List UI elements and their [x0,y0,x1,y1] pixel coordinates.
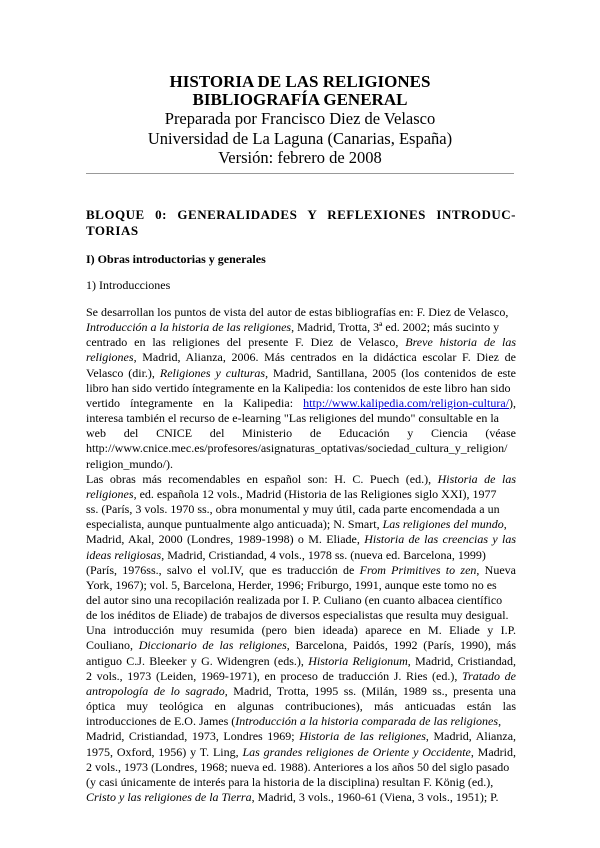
paragraph-line: 1975, Oxford, 1956) y T. Ling, Las grandes religiones de Oriente y Occidente, Madrid, [86,744,517,759]
paragraph-line: especialista, aunque puntualmente algo anticuada); N. Smart, Las religiones del mundo, [86,517,507,532]
paragraph-line: religiones, ed. española 12 vols., Madrid (Historia de las Religiones siglo XXI), 1977 [86,486,497,501]
institution-line: Universidad de La Laguna (Canarias, España) [147,128,453,148]
paragraph-line: óptica muy teológica en algunas contribuciones), más anticuadas están las [86,699,516,714]
paragraph-line: vertido íntegramente en la Kalipedia: http://www.kalipedia.com/religion-cultura/), [86,395,517,410]
author-line: Preparada por Francisco Diez de Velasco [164,109,436,128]
header-divider [86,173,514,174]
paragraph-line: del autor sino una recopilación realizada por I. P. Culiano (en cuanto albacea científico [86,592,503,607]
paragraph-line: Introducción a la historia de las religiones, Madrid, Trotta, 3ª ed. 2002; más sucinto y [86,320,500,335]
paragraph-line: Madrid, Akal, 2000 (Londres, 1989-1998) o M. Eliade, Historia de las creencias y las [86,532,517,547]
document-title: HISTORIA DE LAS RELIGIONES [169,72,431,91]
paragraph-line: ss. (París, 3 vols. 1970 ss., obra monumental y muy útil, cada parte encomendada a un [86,502,500,517]
paragraph-line: antropología de lo sagrado, Madrid, Trotta, 1995 ss. (Milán, 1989 ss., presenta una [86,683,516,698]
paragraph-line: Una introducción muy resumida (pero bien ideada) aparece en M. Eliade y I.P. [86,623,516,638]
paragraph-line: antiguo C.J. Bleeker y G. Widengren (eds.), Historia Religionum, Madrid, Cristiandad, [86,653,516,668]
body-text [86,305,516,805]
document-subtitle: BIBLIOGRAFÍA GENERAL [192,90,408,109]
paragraph-line: web del CNICE del Ministerio de Educación y Ciencia (véase [86,426,516,441]
paragraph-line: Se desarrollan los puntos de vista del autor de estas bibliografías en: F. Diez de Velasco, [86,305,509,319]
paragraph-line: Couliano, Diccionario de las religiones, Barcelona, Paidós, 1992 (París, 1990), más [86,638,517,653]
paragraph-line: interesa también el recurso de e-learning "Las religiones del mundo" consultable en la [86,411,499,426]
paragraph-line: Cristo y las religiones de la Tierra, Madrid, 3 vols., 1960-61 (Viena, 3 vols., 1951); P. [86,790,499,804]
paragraph-line: religion_mundo/). [86,456,173,471]
paragraph-line: 2 vols., 1973 (Leiden, 1969-1971), en proceso de traducción J. Ries (ed.), Tratado de [86,668,517,683]
paragraph-line: religiones, Madrid, Alianza, 2006. Más centrados en la didáctica escolar F. Diez de [86,350,516,365]
paragraph-line: ideas religiosas, Madrid, Cristiandad, 4 vols., 1978 ss. (nueva ed. Barcelona, 1999) [86,547,486,562]
paragraph-line: introducciones de E.O. James (Introducción a la historia comparada de las religiones, [86,714,502,729]
paragraph-line: Velasco (dir.), Religiones y culturas, Madrid, Santillana, 2005 (los contenidos de este [86,365,517,380]
paragraph-line: York, 1967); vol. 5, Barcelona, Herder, 1996; Friburgo, 1991, aunque este tomo no es [86,577,497,592]
paragraph-line: libro han sido vertido íntegramente en la Kalipedia: los contenidos de este libro han sido [86,380,511,395]
paragraph-line: Madrid, Cristiandad, 1973, Londres 1969; Historia de las religiones, Madrid, Alianza, [86,729,517,744]
paragraph-line: http://www.cnice.mec.es/profesores/asignaturas_optativas/sociedad_cultura_y_religion/ [86,441,508,456]
paragraph-line: Las obras más recomendables en español son: H. C. Puech (ed.), Historia de las [86,471,517,486]
paragraph-line: 2 vols., 1973 (Londres, 1968; nueva ed. 1988). Anteriores a los años 50 del siglo pasado [86,759,510,774]
section-heading: BLOQUE 0: GENERALIDADES Y REFLEXIONES INTRODUC-TORIAS [86,207,516,238]
document-header [86,73,514,168]
version-line: Versión: febrero de 2008 [218,148,382,167]
paragraph-line: (y casi únicamente de interés para la historia de la disciplina) resultan F. König (ed.), [86,774,494,789]
paragraph-line: de los inéditos de Eliade) de trabajos de diversos especialistas que resulta muy desigual. [86,608,509,623]
subsubsection-heading: 1) Introducciones [86,278,171,292]
kalipedia-link[interactable]: http://www.kalipedia.com/religion-cultura/ [303,395,510,410]
paragraph-line: (París, 1976ss., salvo el vol.IV, que es traducción de From Primitives to zen, Nueva [86,562,516,577]
paragraph-line: centrado en las religiones del presente F. Diez de Velasco, Breve historia de las [86,335,517,350]
subsection-heading: I) Obras introductorias y generales [86,252,266,266]
